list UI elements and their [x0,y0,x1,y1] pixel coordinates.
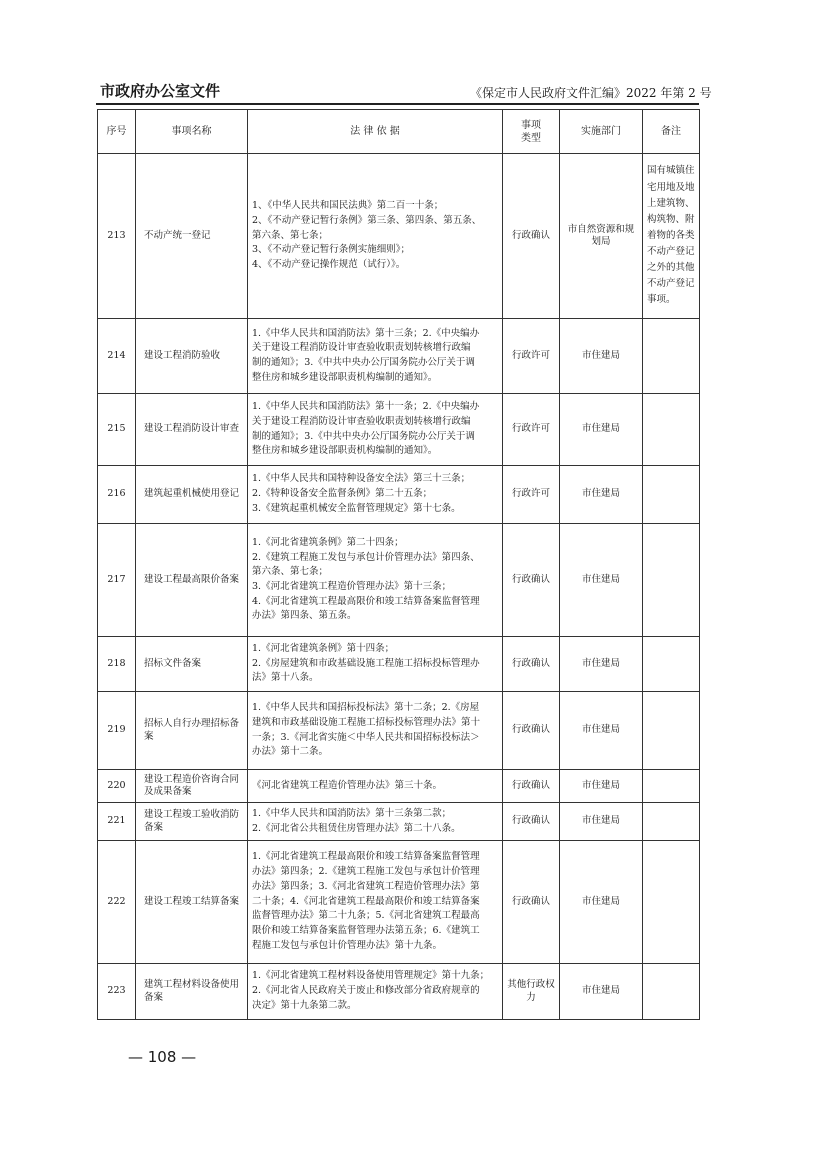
page-number: — 108 — [128,1048,197,1066]
legal-basis [248,964,503,1020]
item-name: 建筑工程材料设备使用备案 [136,964,248,1020]
remarks [643,841,700,964]
legal-basis-line: 办法》第十二条。 [252,746,329,758]
department: 市住建局 [560,319,643,394]
department: 市住建局 [560,692,643,770]
item-type: 行政许可 [503,466,560,524]
legal-basis-line: 制的通知》；3.《中共中央办公厅国务院办公厅关于调 [252,357,475,368]
item-name: 建设工程消防验收 [136,319,248,394]
legal-basis-line: 3.《建筑起重机械安全监督管理规定》第十七条。 [252,502,461,514]
publication-title: 《保定市人民政府文件汇编》2022 年第 2 号 [470,86,712,100]
legal-basis [248,466,503,524]
table-row [98,524,700,637]
item-type: 行政确认 [503,154,560,319]
legal-basis-line: 法》第十八条。 [252,672,319,684]
legal-basis [248,637,503,692]
legal-basis-line: 办法》第四条、第五条。 [252,610,357,622]
legal-basis-line: 1.《中华人民共和国消防法》第十三条；2.《中央编办 [252,327,480,339]
table-row [98,394,700,466]
col-header-basis: 法 律 依 据 [248,110,503,154]
legal-basis-line: 2.《房屋建筑和市政基础设施工程施工招标投标管理办 [252,657,480,669]
row-number: 223 [98,964,136,1020]
legal-basis-line: 关于建设工程消防设计审查验收职责划转核增行政编 [252,342,471,354]
item-name: 建设工程最高限价备案 [136,524,248,637]
legal-basis-line: 1、《中华人民共和国民法典》第二百一十条； [252,200,444,212]
table-row [98,692,700,770]
col-header-dept: 实施部门 [560,110,643,154]
col-header-note: 备注 [643,110,700,154]
department: 市住建局 [560,803,643,841]
legal-basis-line: 1.《中华人民共和国消防法》第十三条第二款； [252,807,452,819]
legal-basis-line: 办法》第四条；2.《建筑工程施工发包与承包计价管理 [252,866,480,878]
item-type: 行政确认 [503,692,560,770]
row-number: 220 [98,770,136,803]
remarks [643,319,700,394]
remarks [643,466,700,524]
row-number: 221 [98,803,136,841]
legal-basis-line: 一条；3.《河北省实施＜中华人民共和国招标投标法＞ [252,731,480,743]
legal-basis-line: 3.《河北省建筑工程造价管理办法》第十三条； [252,581,452,592]
remarks [643,964,700,1020]
legal-basis-line: 监督管理办法》第二十九条；5.《河北省建筑工程最高 [252,910,480,922]
legal-basis-line: 制的通知》；3.《中共中央办公厅国务院办公厅关于调 [252,430,475,442]
table-row [98,770,700,803]
legal-basis-line: 4.《河北省建筑工程最高限价和竣工结算备案监督管理 [252,595,480,607]
col-header-no: 序号 [98,110,136,154]
legal-basis-line: 1.《中华人民共和国特种设备安全法》第三十三条； [252,473,471,485]
legal-basis-line: 1.《河北省建筑工程材料设备使用管理规定》第十九条； [252,970,490,982]
table-row [98,964,700,1020]
item-name: 建设工程造价咨询合同及成果备案 [136,770,248,803]
remarks [643,637,700,692]
row-number: 215 [98,394,136,466]
legal-basis-line: 4、《不动产登记操作规范（试行）》。 [252,259,406,271]
row-number: 213 [98,154,136,319]
table-row [98,319,700,394]
legal-basis [248,803,503,841]
item-type: 行政确认 [503,770,560,803]
department: 市住建局 [560,841,643,964]
row-number: 218 [98,637,136,692]
legal-basis [248,692,503,770]
legal-basis-line: 2.《特种设备安全监督条例》第二十五条； [252,488,433,500]
remarks [643,524,700,637]
legal-basis-line: 3、《不动产登记暂行条例实施细则》； [252,244,411,256]
legal-basis [248,394,503,466]
header-title: 市政府办公室文件 [100,82,221,100]
department: 市住建局 [560,524,643,637]
item-name: 建设工程竣工结算备案 [136,841,248,964]
legal-basis [248,319,503,394]
legal-basis [248,770,503,803]
remarks [643,770,700,803]
legal-basis-line: 二十条；4.《河北省建筑工程最高限价和竣工结算备案 [252,895,480,907]
table-row [98,803,700,841]
legal-basis-line: 1.《中华人民共和国招标投标法》第十二条；2.《房屋 [252,702,480,714]
legal-basis-line: 整住房和城乡建设部职责机构编制的通知》。 [252,445,438,457]
item-type: 行政确认 [503,803,560,841]
item-name: 建设工程竣工验收消防备案 [136,803,248,841]
legal-basis-line: 1.《河北省建筑条例》第二十四条； [252,536,404,548]
item-type: 行政许可 [503,319,560,394]
row-number: 214 [98,319,136,394]
legal-basis-line: 限价和竣工结算备案监督管理办法第五条；6.《建筑工 [252,925,480,937]
legal-basis-line: 整住房和城乡建设部职责机构编制的通知》。 [252,371,438,383]
legal-basis-line: 决定》第十九条第二款。 [252,999,357,1011]
legal-basis-line: 2.《建筑工程施工发包与承包计价管理办法》第四条、 [252,551,480,563]
remarks [643,692,700,770]
legal-basis [248,841,503,964]
item-name: 招标人自行办理招标备案 [136,692,248,770]
remarks: 国有城镇住宅用地及地上建筑物、构筑物、附着物的各类不动产登记之外的其他不动产登记事项。 [643,154,700,319]
department: 市自然资源和规划局 [560,154,643,319]
item-name: 建筑起重机械使用登记 [136,466,248,524]
table-header-row [98,110,700,154]
legal-basis-line: 1.《河北省建筑工程最高限价和竣工结算备案监督管理 [252,851,480,863]
item-name: 建设工程消防设计审查 [136,394,248,466]
item-type: 行政确认 [503,637,560,692]
remarks [643,394,700,466]
legal-basis-line: 建筑和市政基础设施工程施工招标投标管理办法》第十 [252,716,481,728]
department: 市住建局 [560,394,643,466]
legal-basis-line: 2.《河北省公共租赁住房管理办法》第二十八条。 [252,822,461,834]
item-type: 其他行政权力 [503,964,560,1020]
legal-basis-line: 1.《中华人民共和国消防法》第十一条；2.《中央编办 [252,401,480,413]
legal-basis-line: 关于建设工程消防设计审查验收职责划转核增行政编 [252,415,471,427]
item-type: 行政确认 [503,524,560,637]
department: 市住建局 [560,770,643,803]
table-row [98,637,700,692]
legal-basis-line: 程施工发包与承包计价管理办法》第十九条。 [252,939,443,951]
table-row [98,466,700,524]
item-type: 行政确认 [503,841,560,964]
department: 市住建局 [560,637,643,692]
legal-basis [248,154,503,319]
row-number: 216 [98,466,136,524]
department: 市住建局 [560,964,643,1020]
item-name: 招标文件备案 [136,637,248,692]
items-table [97,109,700,1020]
remarks [643,803,700,841]
legal-basis-line: 《河北省建筑工程造价管理办法》第三十条。 [252,779,443,791]
table-row [98,154,700,319]
legal-basis-line: 2、《不动产登记暂行条例》第三条、第四条、第五条、 [252,214,482,226]
item-type: 行政许可 [503,394,560,466]
col-header-name: 事项名称 [136,110,248,154]
row-number: 219 [98,692,136,770]
row-number: 217 [98,524,136,637]
table-row [98,841,700,964]
header-rule [96,103,699,105]
department: 市住建局 [560,466,643,524]
legal-basis [248,524,503,637]
item-name: 不动产统一登记 [136,154,248,319]
legal-basis-line: 2.《河北省人民政府关于废止和修改部分省政府规章的 [252,985,480,997]
legal-basis-line: 第六条、第七条； [252,566,329,578]
row-number: 222 [98,841,136,964]
col-header-type: 事项 类型 [503,110,560,154]
legal-basis-line: 办法》第四条；3.《河北省建筑工程造价管理办法》第 [252,880,480,892]
legal-basis-line: 1.《河北省建筑条例》第十四条； [252,642,395,654]
legal-basis-line: 第六条、第七条； [252,229,329,241]
